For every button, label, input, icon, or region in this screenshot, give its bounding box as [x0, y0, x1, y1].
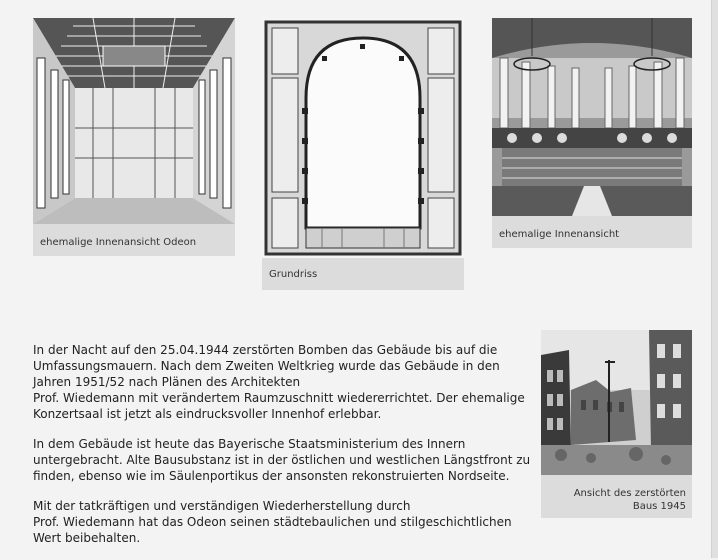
caption-line: Ansicht des zerstörten	[573, 488, 686, 499]
figure-concert-hall	[492, 18, 692, 248]
figure-caption	[546, 487, 686, 513]
text-line: Prof. Wiedemann mit verändertem Raumzuschnitt wiedererrichtet. Der ehemalige	[33, 391, 525, 405]
figure-caption: ehemalige Innenansicht Odeon	[40, 237, 197, 248]
paragraph-history	[33, 342, 533, 422]
article-text	[33, 342, 533, 560]
paragraph-ministry	[33, 436, 533, 484]
figure-caption: ehemalige Innenansicht	[499, 229, 620, 240]
text-line: untergebracht. Alte Bausubstanz ist in der östlichen und westlichen Längstfront zu	[33, 453, 531, 467]
caption-line: Baus 1945	[632, 501, 686, 512]
text-line: Mit der tatkräftigen und verständigen Wiederherstellung durch	[33, 499, 411, 513]
text-line: Konzertsaal ist jetzt als eindrucksvoller Innenhof erlebbar.	[33, 407, 382, 421]
text-line: In dem Gebäude ist heute das Bayerische Staatsministerium des Innern	[33, 437, 466, 451]
odeon-interior-photo[interactable]	[33, 18, 235, 224]
text-line: Umfassungsmauern. Nach dem Zweiten Weltkrieg wurde das Gebäude in den	[33, 359, 500, 373]
figure-caption: Grundriss	[269, 269, 318, 280]
floor-plan-drawing[interactable]	[262, 18, 464, 258]
figure-floor-plan	[262, 18, 464, 290]
text-line: Prof. Wiedemann hat das Odeon seinen städtebaulichen und stilgeschichtlichen	[33, 515, 512, 529]
ruins-photo[interactable]	[541, 330, 692, 475]
page-right-edge	[711, 0, 718, 558]
text-line: finden, ebenso wie im Säulenportikus der ansonsten rekonstruierten Nordseite.	[33, 469, 510, 483]
text-line: Wert beibehalten.	[33, 531, 141, 545]
concert-hall-photo[interactable]	[492, 18, 692, 216]
text-line: Jahren 1951/52 nach Plänen des Architekten	[33, 375, 301, 389]
text-line: In der Nacht auf den 25.04.1944 zerstörten Bomben das Gebäude bis auf die	[33, 343, 498, 357]
figure-ruins-1945	[541, 330, 692, 518]
figure-odeon-interior	[33, 18, 235, 256]
paragraph-restoration	[33, 498, 533, 546]
